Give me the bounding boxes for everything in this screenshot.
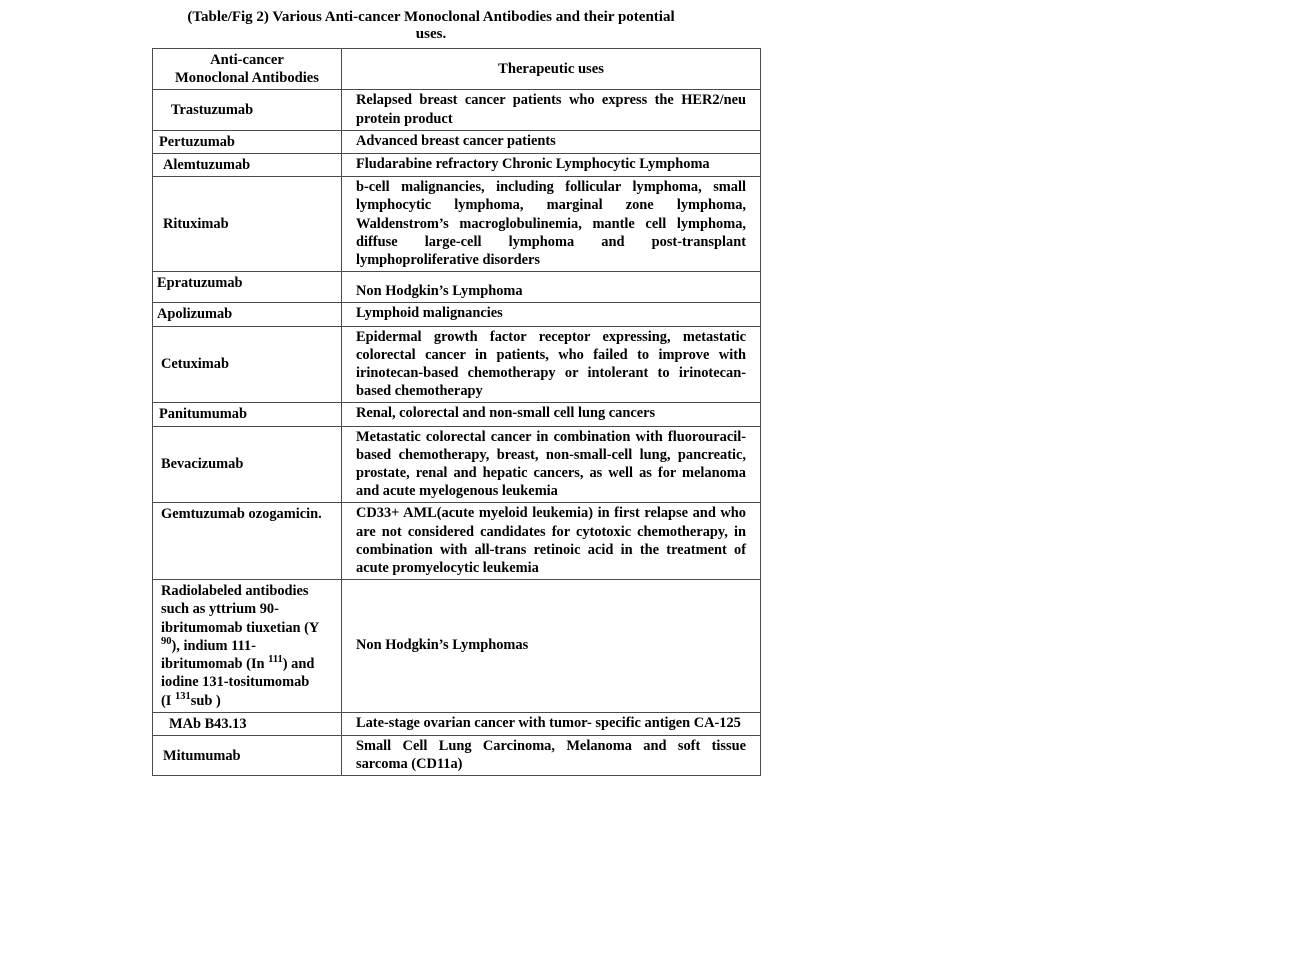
- isotope-superscript: 111: [268, 654, 283, 666]
- figure-title: (Table/Fig 2) Various Anti-cancer Monoclonal Antibodies and their potential uses.: [187, 9, 675, 42]
- antibody-name-cell: Panitumumab: [153, 403, 342, 426]
- antibody-name-cell: MAb B43.13: [153, 712, 342, 735]
- antibody-name-cell: Bevacizumab: [153, 426, 342, 503]
- table-header: [153, 49, 761, 90]
- therapeutic-uses-cell: Non Hodgkin’s Lymphomas: [342, 580, 761, 712]
- therapeutic-uses-cell: Epidermal growth factor receptor expressing, metastatic colorectal cancer in patients, who failed to improve with irinotecan-based chemotherapy or intolerant to irinotecan-based chemotherapy: [342, 326, 761, 403]
- antibody-name-cell: Gemtuzumab ozogamicin.: [153, 503, 342, 580]
- table-row: [153, 426, 761, 503]
- therapeutic-uses-cell: Lymphoid malignancies: [342, 303, 761, 326]
- therapeutic-uses-cell: Metastatic colorectal cancer in combination with fluorouracil-based chemotherapy, breast, non-small-cell lung, pancreatic, prostate, renal and hepatic cancers, as well as for melanoma and acute myelogenous leukemia: [342, 426, 761, 503]
- therapeutic-uses-cell: CD33+ AML(acute myeloid leukemia) in first relapse and who are not considered candidates for cytotoxic chemotherapy, in combination with all-trans retinoic acid in the treatment of acute promyelocytic leukemia: [342, 503, 761, 580]
- table-row: [153, 272, 761, 303]
- isotope-superscript: 90: [161, 636, 172, 648]
- table-body: [153, 90, 761, 776]
- therapeutic-uses-cell: Relapsed breast cancer patients who express the HER2/neu protein product: [342, 90, 761, 130]
- table-row: [153, 403, 761, 426]
- antibody-name-cell: Trastuzumab: [153, 90, 342, 130]
- therapeutic-uses-cell: Advanced breast cancer patients: [342, 130, 761, 153]
- antibody-name-text: Radiolabeled antibodies such as yttrium 90-ibritumomab tiuxetian (Y: [161, 583, 319, 636]
- therapeutic-uses-cell: Fludarabine refractory Chronic Lymphocytic Lymphoma: [342, 154, 761, 177]
- table-row: [153, 130, 761, 153]
- table-row: [153, 735, 761, 775]
- antibody-name-cell: Epratuzumab: [153, 272, 342, 303]
- therapeutic-uses-cell: Non Hodgkin’s Lymphoma: [342, 272, 761, 303]
- table-row: [153, 90, 761, 130]
- header-row: [153, 49, 761, 90]
- antibody-name-text: ), indium 111-ibritumomab (In: [161, 637, 269, 673]
- table-row: [153, 580, 761, 712]
- antibody-name-cell: Pertuzumab: [153, 130, 342, 153]
- antibody-column-header: Anti-cancer Monoclonal Antibodies: [153, 49, 342, 90]
- isotope-superscript: 131: [175, 690, 191, 702]
- antibody-name-cell: Cetuximab: [153, 326, 342, 403]
- table-row: [153, 154, 761, 177]
- antibodies-table: [152, 48, 761, 776]
- table-row: [153, 177, 761, 272]
- table-row: [153, 503, 761, 580]
- antibody-name-cell: Mitumumab: [153, 735, 342, 775]
- therapeutic-uses-cell: Renal, colorectal and non-small cell lung cancers: [342, 403, 761, 426]
- antibody-name-cell: Rituximab: [153, 177, 342, 272]
- table-row: [153, 326, 761, 403]
- therapeutic-uses-cell: Late-stage ovarian cancer with tumor- specific antigen CA-125: [342, 712, 761, 735]
- therapeutic-uses-cell: b-cell malignancies, including follicular lymphoma, small lymphocytic lymphoma, marginal zone lymphoma, Waldenstrom’s macroglobulinemia, mantle cell lymphoma, diffuse large-cell lymphoma and post-transplant lymphoproliferative disorders: [342, 177, 761, 272]
- antibody-name-text: ) and iodine 131-tositumomab (I: [161, 656, 315, 709]
- antibody-name-cell: Apolizumab: [153, 303, 342, 326]
- table-row: [153, 303, 761, 326]
- uses-column-header: Therapeutic uses: [342, 49, 761, 90]
- therapeutic-uses-cell: Small Cell Lung Carcinoma, Melanoma and soft tissue sarcoma (CD11a): [342, 735, 761, 775]
- antibody-name-cell: Alemtuzumab: [153, 154, 342, 177]
- table-row: [153, 712, 761, 735]
- antibody-name-cell: [153, 580, 342, 712]
- antibody-name-text: sub ): [190, 692, 221, 709]
